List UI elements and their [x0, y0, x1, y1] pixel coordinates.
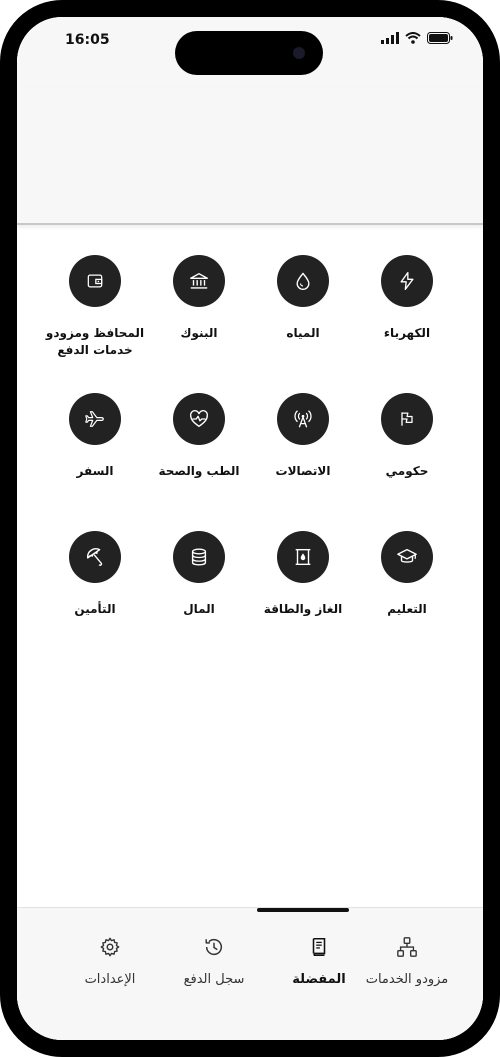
category-wallets[interactable]: [40, 255, 150, 359]
category-health[interactable]: [144, 393, 254, 480]
category-label: المحافظ ومزودو خدمات الدفع: [45, 326, 145, 357]
category-education[interactable]: [352, 531, 462, 618]
graduation-cap-icon: [381, 531, 433, 583]
bank-icon: [173, 255, 225, 307]
category-row: [17, 255, 483, 375]
category-label: حكومي: [385, 464, 429, 478]
home-indicator: [257, 908, 349, 912]
umbrella-icon: [69, 531, 121, 583]
bookmark-book-icon: [264, 934, 374, 960]
gas-barrel-icon: [277, 531, 329, 583]
category-row: [17, 531, 483, 651]
nav-label: المفضلة: [292, 972, 346, 987]
category-label: المال: [183, 602, 215, 616]
history-icon: [159, 934, 269, 960]
category-travel[interactable]: [40, 393, 150, 480]
category-label: البنوك: [180, 326, 218, 340]
category-money[interactable]: [144, 531, 254, 618]
wifi-icon: [405, 32, 421, 44]
gear-icon: [55, 934, 165, 960]
camera-dot: [293, 47, 305, 59]
category-label: الغاز والطاقة: [263, 602, 343, 616]
category-label: التعليم: [387, 602, 427, 616]
category-electricity[interactable]: [352, 255, 462, 342]
nav-settings[interactable]: [55, 934, 165, 987]
flag-icon: [381, 393, 433, 445]
category-insurance[interactable]: [40, 531, 150, 618]
screen: [17, 17, 483, 1040]
wallet-icon: [69, 255, 121, 307]
heart-pulse-icon: [173, 393, 225, 445]
lightning-icon: [381, 255, 433, 307]
dynamic-island: [175, 31, 323, 75]
status-time: 16:05: [65, 32, 110, 48]
category-row: [17, 393, 483, 513]
category-label: الطب والصحة: [158, 464, 240, 478]
nav-label: سجل الدفع: [183, 972, 245, 987]
airplane-icon: [69, 393, 121, 445]
nav-label: الإعدادات: [84, 972, 136, 987]
category-label: السفر: [76, 464, 114, 478]
nav-label: مزودو الخدمات: [365, 972, 449, 987]
category-label: المياه: [286, 326, 320, 340]
category-label: التأمين: [74, 602, 116, 616]
status-icons: [381, 32, 453, 44]
water-drop-icon: [277, 255, 329, 307]
signal-icon: [381, 32, 399, 44]
coins-icon: [173, 531, 225, 583]
battery-icon: [427, 32, 453, 44]
antenna-icon: [277, 393, 329, 445]
category-gas-energy[interactable]: [248, 531, 358, 618]
category-government[interactable]: [352, 393, 462, 480]
category-label: الاتصالات: [275, 464, 331, 478]
category-label: الكهرباء: [383, 326, 431, 340]
bottom-nav: [17, 907, 483, 1040]
nav-payment-history[interactable]: [159, 934, 269, 987]
header-area: [17, 87, 483, 225]
category-telecom[interactable]: [248, 393, 358, 480]
category-banks[interactable]: [144, 255, 254, 342]
category-water[interactable]: [248, 255, 358, 342]
nav-favorites[interactable]: [264, 934, 374, 987]
status-bar: [17, 17, 483, 87]
